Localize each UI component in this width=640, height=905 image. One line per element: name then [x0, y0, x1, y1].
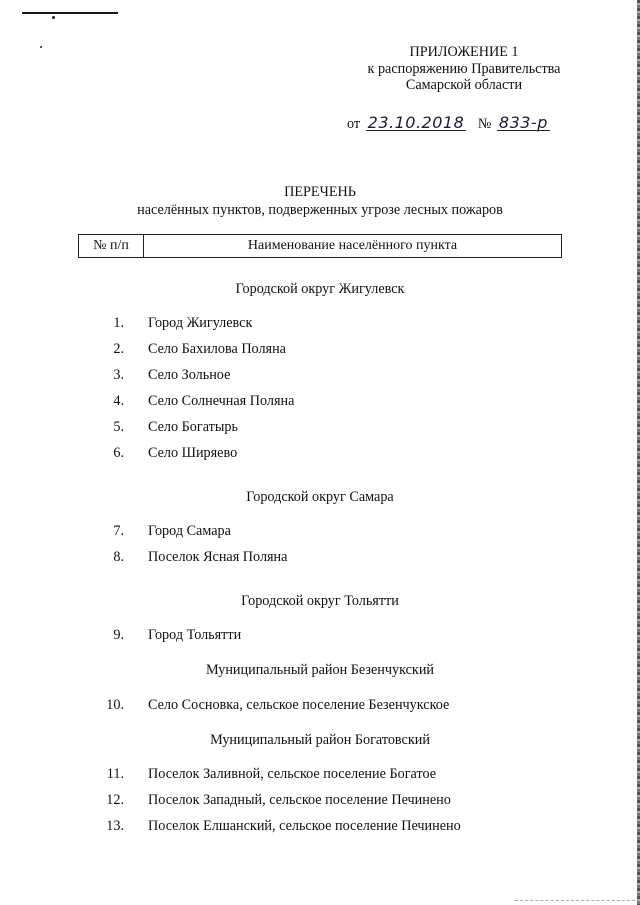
scan-edge	[515, 900, 635, 901]
item-name: Город Самара	[148, 523, 231, 539]
scan-speck	[40, 46, 42, 48]
item-number: 10.	[106, 697, 124, 713]
item-name: Поселок Западный, сельское поселение Печинено	[148, 792, 451, 808]
item-name: Село Бахилова Поляна	[148, 341, 286, 357]
list-item	[0, 367, 640, 385]
document-heading: ПЕРЕЧЕНЬ	[284, 184, 356, 200]
list-item	[0, 766, 640, 784]
group-heading: Городской округ Тольятти	[241, 593, 399, 609]
appendix-line: Самарской области	[405, 77, 523, 93]
list-item	[0, 627, 640, 645]
table-header	[78, 234, 562, 258]
list-item	[0, 341, 640, 359]
item-name: Село Зольное	[148, 367, 231, 383]
item-number: 11.	[106, 766, 124, 782]
item-name: Поселок Заливной, сельское поселение Богатое	[148, 766, 437, 782]
item-name: Село Сосновка, сельское поселение Безенчукское	[148, 697, 450, 713]
group-heading: Муниципальный район Безенчукский	[205, 662, 435, 678]
item-name: Село Ширяево	[148, 445, 238, 461]
date-label: от	[347, 116, 361, 132]
item-number: 4.	[113, 393, 124, 409]
list-item	[0, 549, 640, 567]
list-item	[0, 315, 640, 333]
appendix-title: ПРИЛОЖЕНИЕ 1	[409, 44, 519, 60]
item-number: 8.	[113, 549, 124, 565]
item-number: 2.	[113, 341, 124, 357]
handwritten-date: 23.10.2018	[367, 113, 465, 132]
item-name: Город Жигулевск	[148, 315, 253, 331]
list-item	[0, 419, 640, 437]
item-name: Село Солнечная Поляна	[148, 393, 295, 409]
column-header-name: Наименование населённого пункта	[247, 238, 458, 253]
scan-mark	[22, 12, 118, 14]
item-name: Город Тольятти	[148, 627, 242, 643]
item-name: Поселок Ясная Поляна	[148, 549, 288, 565]
item-number: 5.	[113, 419, 124, 435]
item-number: 6.	[113, 445, 124, 461]
number-label: №	[477, 116, 492, 132]
list-item	[0, 697, 640, 715]
scan-speck	[52, 16, 55, 19]
item-name: Село Богатырь	[148, 419, 238, 435]
list-item	[0, 818, 640, 836]
list-item	[0, 393, 640, 411]
appendix-block	[344, 44, 584, 94]
order-reference	[347, 113, 548, 133]
list-item	[0, 445, 640, 463]
appendix-line: к распоряжению Правительства	[367, 60, 561, 77]
group-heading: Городской округ Жигулевск	[235, 281, 405, 297]
group-heading: Городской округ Самара	[246, 489, 394, 505]
item-number: 7.	[113, 523, 124, 539]
group-heading: Муниципальный район Богатовский	[210, 732, 430, 748]
column-header-number: № п/п	[79, 235, 144, 257]
list-item	[0, 792, 640, 810]
item-number: 1.	[113, 315, 124, 331]
item-number: 9.	[113, 627, 124, 643]
document-subheading: населённых пунктов, подверженных угрозе лесных пожаров	[137, 202, 503, 218]
item-number: 13.	[106, 818, 124, 834]
list-item	[0, 523, 640, 541]
item-number: 3.	[113, 367, 124, 383]
item-number: 12.	[106, 792, 124, 808]
item-name: Поселок Елшанский, сельское поселение Печинено	[148, 818, 461, 834]
handwritten-number: 833-р	[498, 113, 548, 132]
